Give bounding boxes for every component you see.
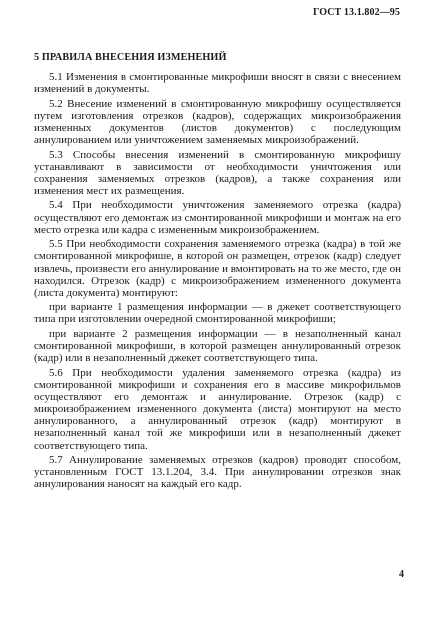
paragraph-variant-1: при варианте 1 размещения информации — в джекет соответствующего типа при изготовлении очередной смонтированной микрофиши; [34, 301, 401, 326]
paragraph-5-1: 5.1 Изменения в смонтированные микрофиши вносят в связи с внесением изменений в документы. [34, 71, 401, 96]
paragraph-5-4: 5.4 При необходимости уничтожения заменяемого отрезка (кадра) осуществляют его демонтаж из смонтированной микрофиши и монтаж на его место отрезка или кадра с измененным микроизображением. [34, 199, 401, 236]
paragraph-5-5: 5.5 При необходимости сохранения заменяемого отрезка (кадра) в той же смонтированной микрофише, в которой он размещен, отрезок (кадр) следует извлечь, произвести его аннулирование и вмонтировать на то же место, где он находился. Отрезок (кадр) с микроизображением измененного документа (листа документа) монтируют: [34, 238, 401, 299]
paragraph-5-7: 5.7 Аннулирование заменяемых отрезков (кадров) проводят способом, установленным ГОСТ 13.1.204, 3.4. При аннулировании отрезков знак аннулирования наносят на каждый его кадр. [34, 454, 401, 491]
section-title: 5 ПРАВИЛА ВНЕСЕНИЯ ИЗМЕНЕНИЙ [34, 52, 227, 63]
paragraph-5-2: 5.2 Внесение изменений в смонтированную микрофишу осуществляется путем изготовления отрезков (кадров), содержащих микроизображения измененных документов (листов документов) с последующим аннулированием или уничтожением заменяемых микроизображений. [34, 97, 401, 147]
paragraph-5-6: 5.6 При необходимости удаления заменяемого отрезка (кадра) из смонтированной микрофиши и сохранения его в массиве микрофильмов осуществляют его демонтаж и аннулирование. Отрезок (кадр) с микроизображением измененного документа (листа) монтируют на место аннулированного, а аннулированный отрезок (кадр) монтируют в незаполненный канал той же микрофиши или в незаполненный джекет соответствующего типа. [34, 366, 401, 452]
page-number: 4 [399, 569, 404, 580]
paragraph-5-3: 5.3 Способы внесения изменений в смонтированную микрофишу устанавливают в зависимости от необходимости уничтожения или сохранения заменяемых отрезков (кадров), а также сохранения или изменения мест их размещения. [34, 148, 401, 197]
paragraph-variant-2: при варианте 2 размещения информации — в незаполненный канал смонтированной микрофиши, в которой размещен аннулированный отрезок (кадр) или в незаполненный джекет соответствующего типа. [34, 327, 401, 365]
section-body [34, 71, 401, 493]
standard-code-header: ГОСТ 13.1.802—95 [312, 7, 400, 18]
